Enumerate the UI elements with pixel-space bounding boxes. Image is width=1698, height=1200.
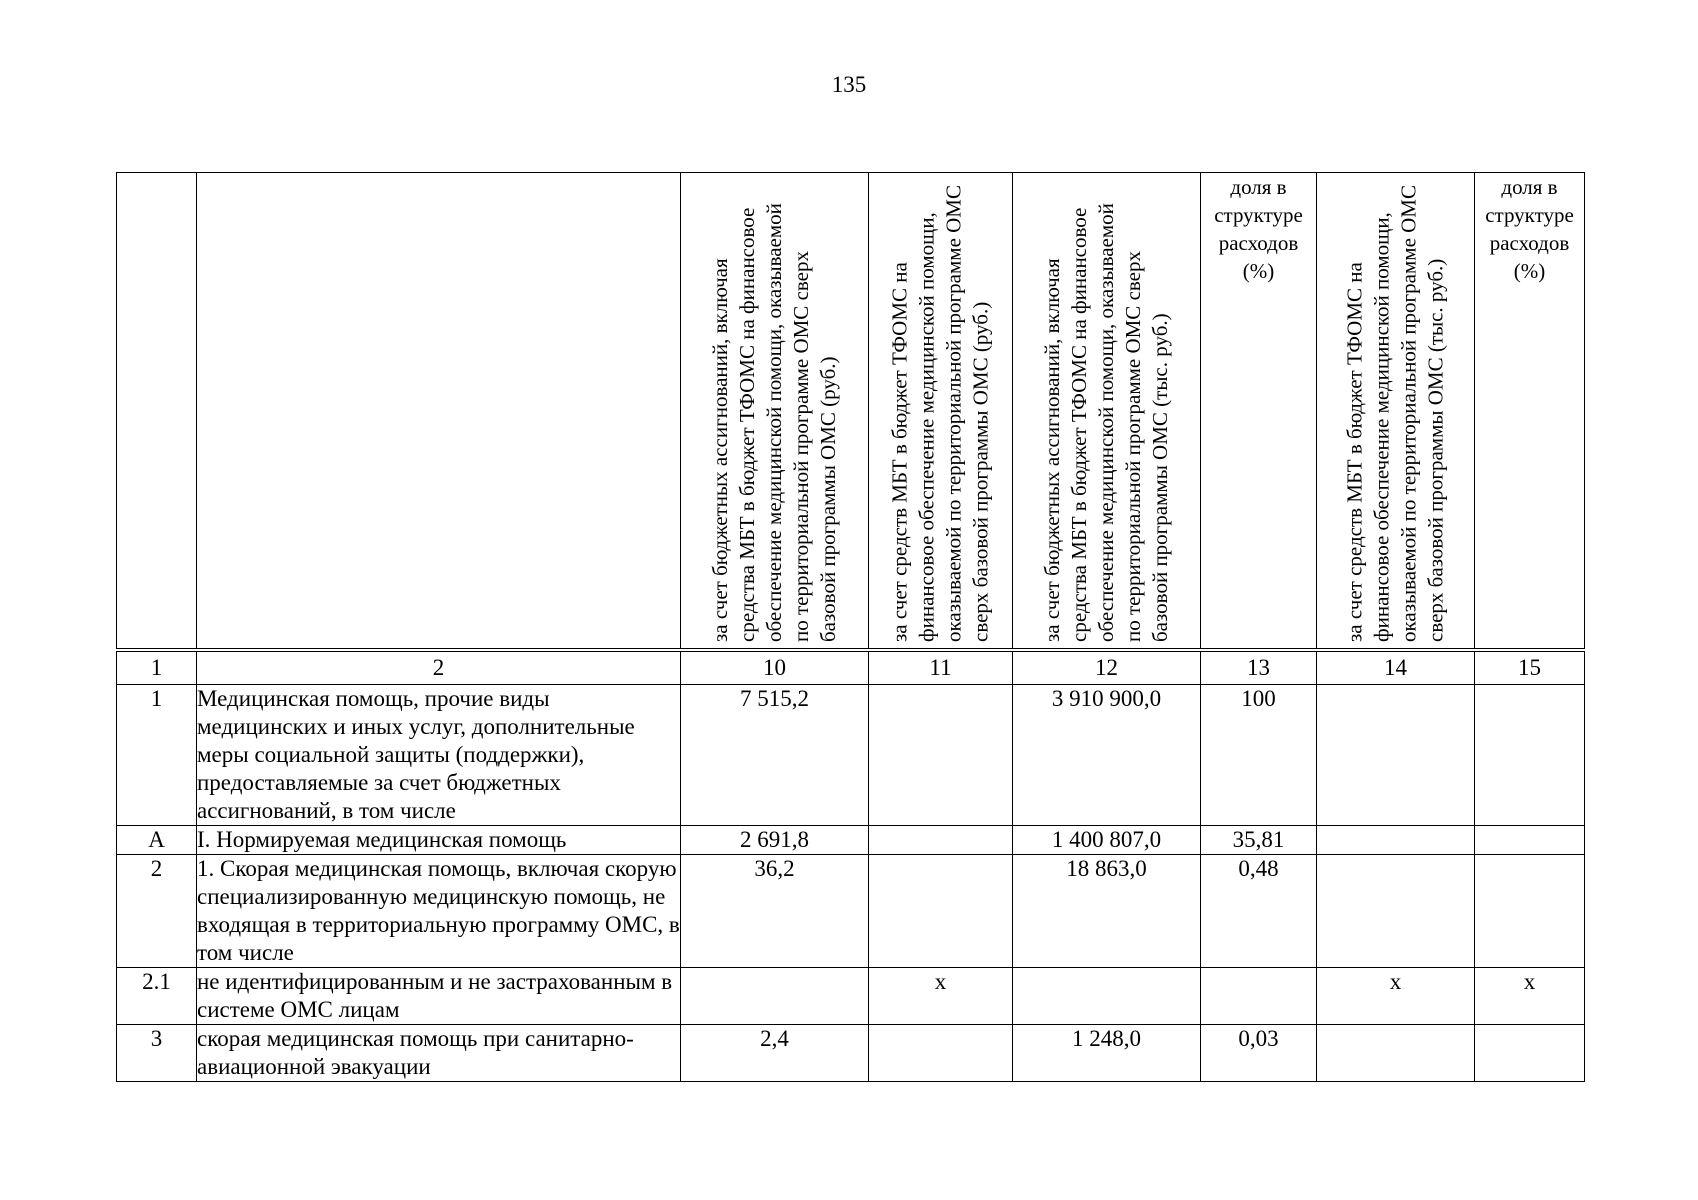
table-row (117, 826, 1585, 855)
table-row (117, 685, 1585, 826)
cell-col10: 7 515,2 (681, 685, 869, 826)
cell-col13 (1201, 968, 1317, 1025)
header-col11 (869, 173, 1013, 651)
cell-col10: 2 691,8 (681, 826, 869, 855)
cell-col11 (869, 855, 1013, 968)
header-col13: доля в структуре расходов (%) (1201, 173, 1317, 651)
cell-col14 (1317, 1025, 1475, 1082)
column-number-row (117, 650, 1585, 685)
cell-col12: 3 910 900,0 (1013, 685, 1201, 826)
header-col11-text: за счет средств МБТ в бюджет ТФОМС на финансовое обеспечение медицинской помощи, оказываемой по территориальной программе ОМС сверх базовой программы ОМС (руб.) (887, 185, 993, 642)
header-col14-text: за счет средств МБТ в бюджет ТФОМС на финансовое обеспечение медицинской помощи, оказываемой по территориальной программе ОМС сверх базовой программы ОМС (тыс. руб.) (1342, 185, 1448, 642)
row-name: Медицинская помощь, прочие виды медицинских и иных услуг, дополнительные меры социальной защиты (поддержки), предоставляемые за счет бюджетных ассигнований, в том числе (197, 685, 681, 826)
cell-col10: 36,2 (681, 855, 869, 968)
row-number: 2.1 (117, 968, 197, 1025)
cell-col14 (1317, 826, 1475, 855)
cell-col12: 18 863,0 (1013, 855, 1201, 968)
header-cell-empty-1 (117, 173, 197, 651)
table-row (117, 1025, 1585, 1082)
header-col15: доля в структуре расходов (%) (1475, 173, 1585, 651)
cell-col13: 35,81 (1201, 826, 1317, 855)
row-number: 2 (117, 855, 197, 968)
row-number: 3 (117, 1025, 197, 1082)
column-number: 15 (1475, 650, 1585, 685)
cell-col13: 0,03 (1201, 1025, 1317, 1082)
cell-col14: х (1317, 968, 1475, 1025)
cell-col12: 1 400 807,0 (1013, 826, 1201, 855)
cell-col13: 100 (1201, 685, 1317, 826)
header-cell-empty-2 (197, 173, 681, 651)
header-col14 (1317, 173, 1475, 651)
row-name: скорая медицинская помощь при санитарно-авиационной эвакуации (197, 1025, 681, 1082)
financing-table (116, 172, 1585, 1082)
column-number: 10 (681, 650, 869, 685)
table-row (117, 855, 1585, 968)
cell-col15 (1475, 685, 1585, 826)
cell-col13: 0,48 (1201, 855, 1317, 968)
cell-col14 (1317, 855, 1475, 968)
row-number: 1 (117, 685, 197, 826)
header-col10 (681, 173, 869, 651)
cell-col15 (1475, 826, 1585, 855)
column-number: 1 (117, 650, 197, 685)
cell-col11 (869, 1025, 1013, 1082)
header-col10-text: за счет бюджетных ассигнований, включая средства МБТ в бюджет ТФОМС на финансовое обеспечение медицинской помощи, оказываемой по территориальной программе ОМС сверх базовой программы ОМС (руб.) (708, 203, 840, 642)
cell-col15 (1475, 855, 1585, 968)
row-name: не идентифицированным и не застрахованным в системе ОМС лицам (197, 968, 681, 1025)
page-number: 135 (831, 72, 867, 97)
column-number: 14 (1317, 650, 1475, 685)
row-name: I. Нормируемая медицинская помощь (197, 826, 681, 855)
cell-col12 (1013, 968, 1201, 1025)
header-col12 (1013, 173, 1201, 651)
cell-col11 (869, 826, 1013, 855)
cell-col11 (869, 685, 1013, 826)
header-col12-text: за счет бюджетных ассигнований, включая средства МБТ в бюджет ТФОМС на финансовое обеспечение медицинской помощи, оказываемой по территориальной программе ОМС сверх базовой программы ОМС (тыс. руб.) (1040, 203, 1172, 642)
cell-col15 (1475, 1025, 1585, 1082)
cell-col12: 1 248,0 (1013, 1025, 1201, 1082)
cell-col15: х (1475, 968, 1585, 1025)
row-name: 1. Скорая медицинская помощь, включая скорую специализированную медицинскую помощь, не входящая в территориальную программу ОМС, в том числе (197, 855, 681, 968)
row-number: А (117, 826, 197, 855)
cell-col11: х (869, 968, 1013, 1025)
column-number: 12 (1013, 650, 1201, 685)
cell-col10: 2,4 (681, 1025, 869, 1082)
cell-col10 (681, 968, 869, 1025)
column-number: 13 (1201, 650, 1317, 685)
column-number: 11 (869, 650, 1013, 685)
table-header-row (117, 173, 1585, 651)
cell-col14 (1317, 685, 1475, 826)
column-number: 2 (197, 650, 681, 685)
table-row (117, 968, 1585, 1025)
